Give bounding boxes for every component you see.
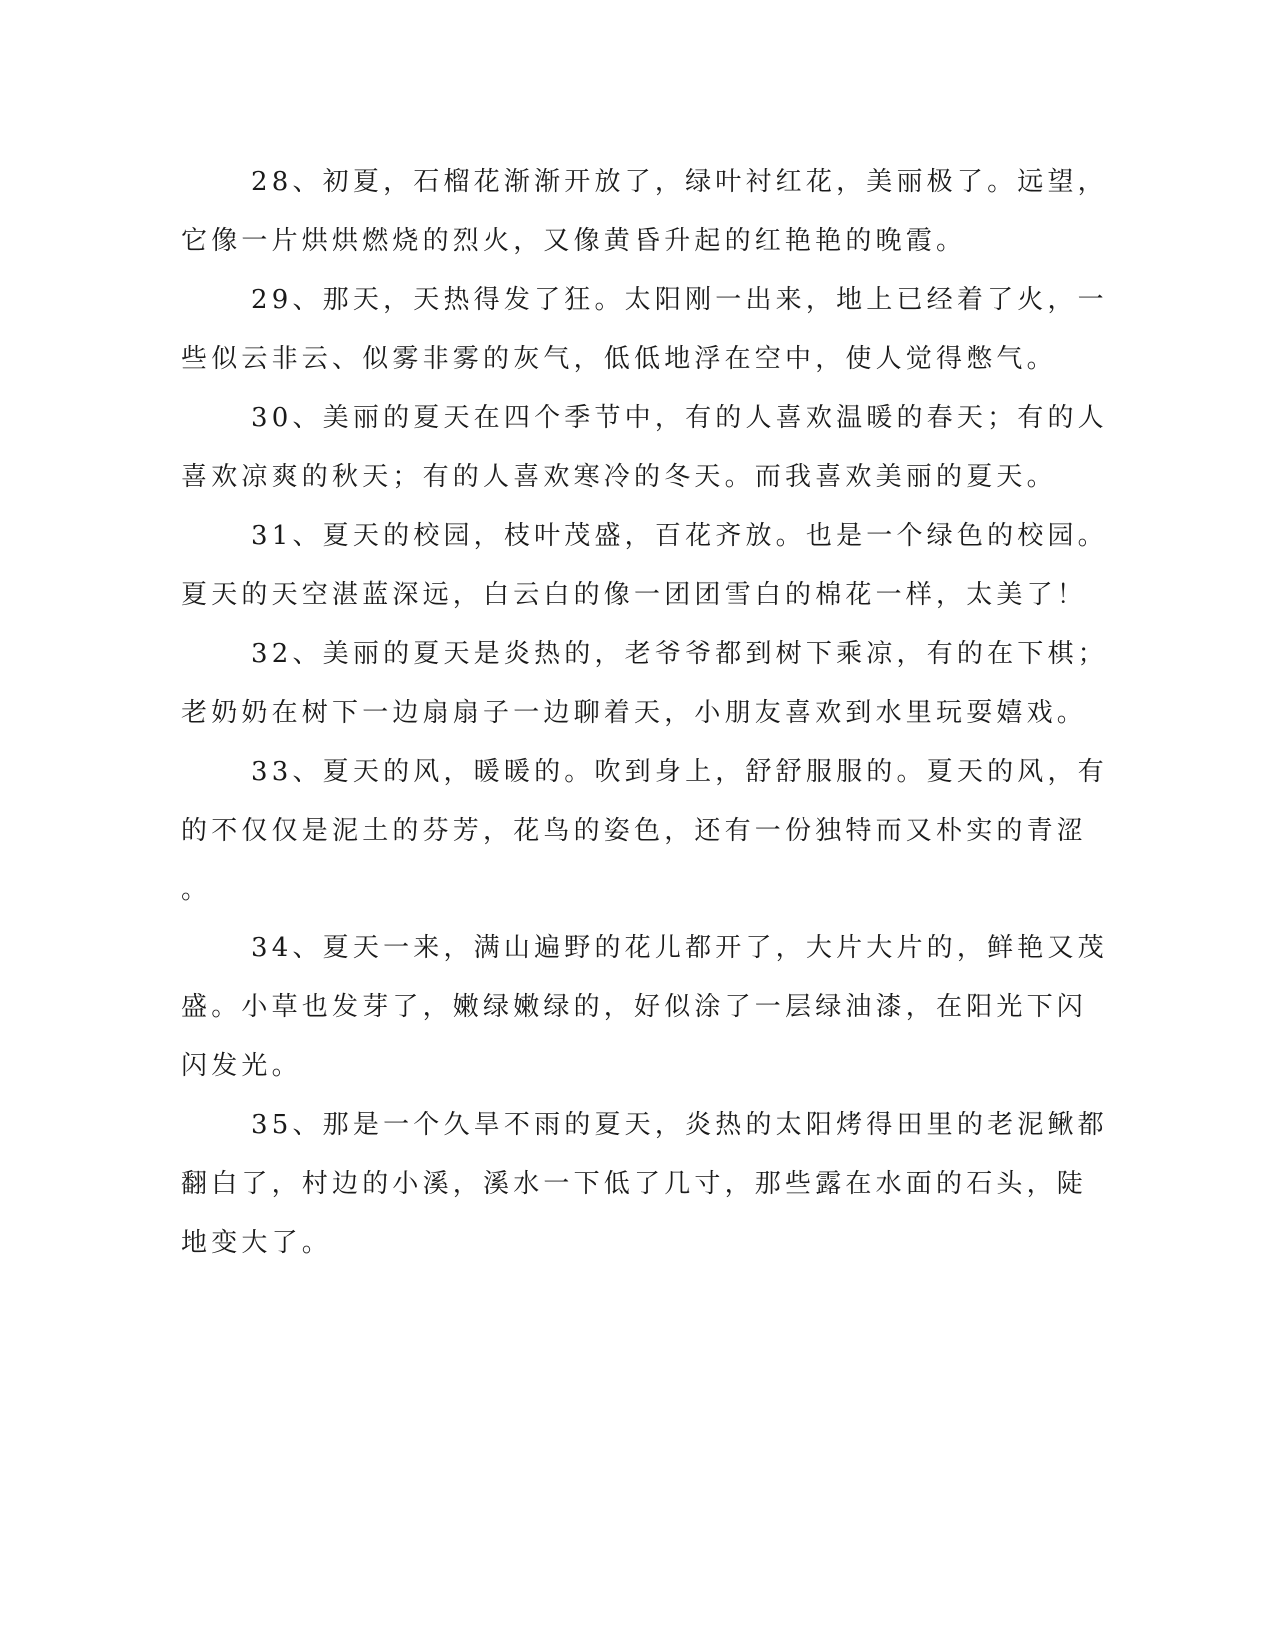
paragraph-28-line-1: 28、初夏，石榴花渐渐开放了，绿叶衬红花，美丽极了。远望， — [251, 167, 1108, 197]
paragraph-35-line-1: 35、那是一个久旱不雨的夏天，炎热的太阳烤得田里的老泥鳅都 — [251, 1110, 1108, 1140]
paragraph-33-line-3: 。 — [181, 875, 212, 905]
paragraph-35-line-3: 地变大了。 — [181, 1228, 333, 1258]
paragraph-34-line-1: 34、夏天一来，满山遍野的花儿都开了，大片大片的，鲜艳又茂 — [251, 933, 1108, 963]
paragraph-33-line-1: 33、夏天的风，暖暖的。吹到身上，舒舒服服的。夏天的风，有 — [251, 757, 1108, 787]
paragraph-34-line-2: 盛。小草也发芽了，嫩绿嫩绿的，好似涂了一层绿油漆，在阳光下闪 — [181, 992, 1088, 1022]
paragraph-34-line-3: 闪发光。 — [181, 1051, 302, 1081]
paragraph-29-line-1: 29、那天，天热得发了狂。太阳刚一出来，地上已经着了火，一 — [251, 285, 1108, 315]
paragraph-31-line-2: 夏天的天空湛蓝深远，白云白的像一团团雪白的棉花一样，太美了！ — [181, 580, 1088, 610]
paragraph-29-line-2: 些似云非云、似雾非雾的灰气，低低地浮在空中，使人觉得憋气。 — [181, 344, 1057, 374]
paragraph-32-line-1: 32、美丽的夏天是炎热的，老爷爷都到树下乘凉，有的在下棋； — [251, 639, 1108, 669]
paragraph-30-line-1: 30、美丽的夏天在四个季节中，有的人喜欢温暖的春天；有的人 — [251, 403, 1108, 433]
paragraph-35-line-2: 翻白了，村边的小溪，溪水一下低了几寸，那些露在水面的石头，陡 — [181, 1169, 1088, 1199]
paragraph-33-line-2: 的不仅仅是泥土的芬芳，花鸟的姿色，还有一份独特而又朴实的青涩 — [181, 816, 1088, 846]
paragraph-31-line-1: 31、夏天的校园，枝叶茂盛，百花齐放。也是一个绿色的校园。 — [251, 521, 1108, 551]
paragraph-30-line-2: 喜欢凉爽的秋天；有的人喜欢寒冷的冬天。而我喜欢美丽的夏天。 — [181, 462, 1057, 492]
paragraph-32-line-2: 老奶奶在树下一边扇扇子一边聊着天，小朋友喜欢到水里玩耍嬉戏。 — [181, 698, 1088, 728]
paragraph-28-line-2: 它像一片烘烘燃烧的烈火，又像黄昏升起的红艳艳的晚霞。 — [181, 226, 967, 256]
